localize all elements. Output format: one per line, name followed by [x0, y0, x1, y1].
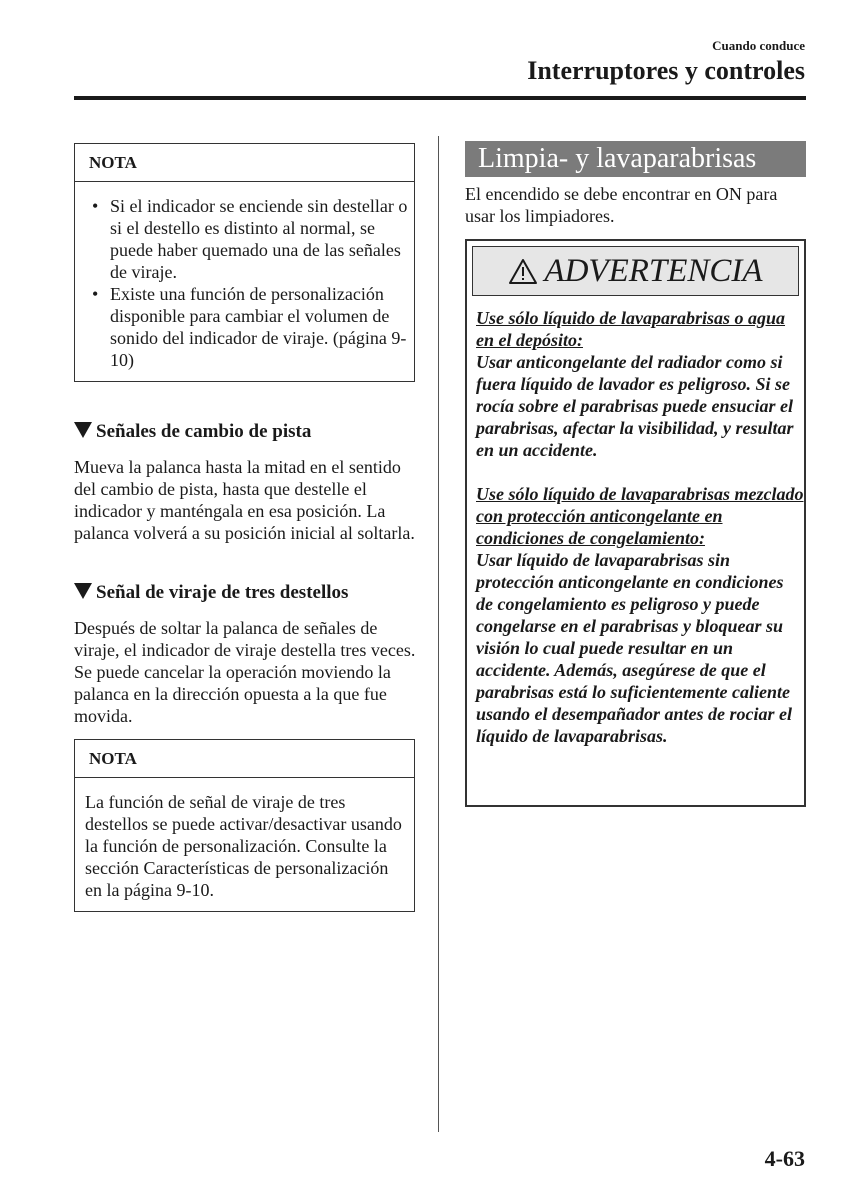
bullet-icon: • — [92, 196, 99, 216]
note-title: NOTA — [75, 144, 414, 182]
note-body: La función de señal de viraje de tres destellos se puede activar/desactivar usando la función de personalización. Consulte la sección Características de personalización en la página 9-10. — [85, 792, 402, 900]
note-bullet-text: Si el indicador se enciende sin destellar o si el destello es distinto al normal, se puede haber quemado una de las señales de viraje. — [110, 196, 408, 282]
note-bullet-item — [75, 283, 414, 371]
warning-item-heading: Use sólo líquido de lavaparabrisas mezclado con protección anticongelante en condiciones de congelamiento: — [476, 484, 804, 548]
column-divider — [438, 136, 439, 1132]
triangle-down-icon — [74, 583, 92, 599]
warning-item — [476, 307, 804, 461]
bullet-icon: • — [92, 284, 99, 304]
warning-title: ADVERTENCIA — [544, 253, 763, 289]
note-box-turn-signal — [74, 143, 415, 382]
page-title: Interruptores y controles — [527, 56, 805, 85]
three-flash-heading — [74, 582, 348, 604]
warning-body — [467, 296, 804, 747]
warning-item-text: Usar líquido de lavaparabrisas sin protección anticongelante en condiciones de congelamiento es peligroso y puede congelarse en el parabrisas y bloquear su visión lo cual puede resultar en un accidente. Además, asegúrese de que el parabrisas está lo suficientemente caliente usando el desempañador antes de rociar el líquido de lavaparabrisas. — [476, 550, 793, 746]
note-title: NOTA — [75, 740, 414, 778]
three-flash-heading-text: Señal de viraje de tres destellos — [96, 582, 349, 603]
note-body — [75, 182, 414, 371]
warning-box — [465, 239, 806, 807]
lane-change-text: Mueva la palanca hasta la mitad en el sentido del cambio de pista, hasta que destelle el indicador y manténgala en esa posición. La palanca volverá a su posición inicial al soltarla. — [74, 457, 415, 543]
wipers-intro-text: El encendido se debe encontrar en ON para usar los limpiadores. — [465, 184, 778, 226]
note-bullet-item — [75, 195, 414, 283]
triangle-down-icon — [74, 422, 92, 438]
three-flash-text: Después de soltar la palanca de señales de viraje, el indicador de viraje destella tres veces. Se puede cancelar la operación moviendo la palanca en la dirección opuesta a la que fue movida. — [74, 618, 416, 726]
lane-change-heading-text: Señales de cambio de pista — [96, 421, 312, 442]
warning-item-heading: Use sólo líquido de lavaparabrisas o agua en el depósito: — [476, 308, 786, 350]
header-rule — [74, 96, 806, 100]
warning-item-text: Usar anticongelante del radiador como si fuera líquido de lavador es peligroso. Si se rocía sobre el parabrisas puede ensuciar el parabrisas, afectar la visibilidad, y resultar en un accidente. — [476, 352, 794, 460]
wipers-section-title: Limpia- y lavaparabrisas — [465, 141, 806, 177]
warning-triangle-icon — [508, 258, 538, 285]
page-number: 4-63 — [764, 1146, 805, 1171]
note-bullet-text: Existe una función de personalización disponible para cambiar el volumen de sonido del indicador de viraje. (página 9-10) — [110, 284, 407, 370]
warning-item — [476, 483, 804, 747]
warning-header — [472, 246, 799, 296]
lane-change-heading — [74, 421, 311, 443]
note-box-three-flash — [74, 739, 415, 912]
section-label: Cuando conduce — [712, 38, 805, 53]
